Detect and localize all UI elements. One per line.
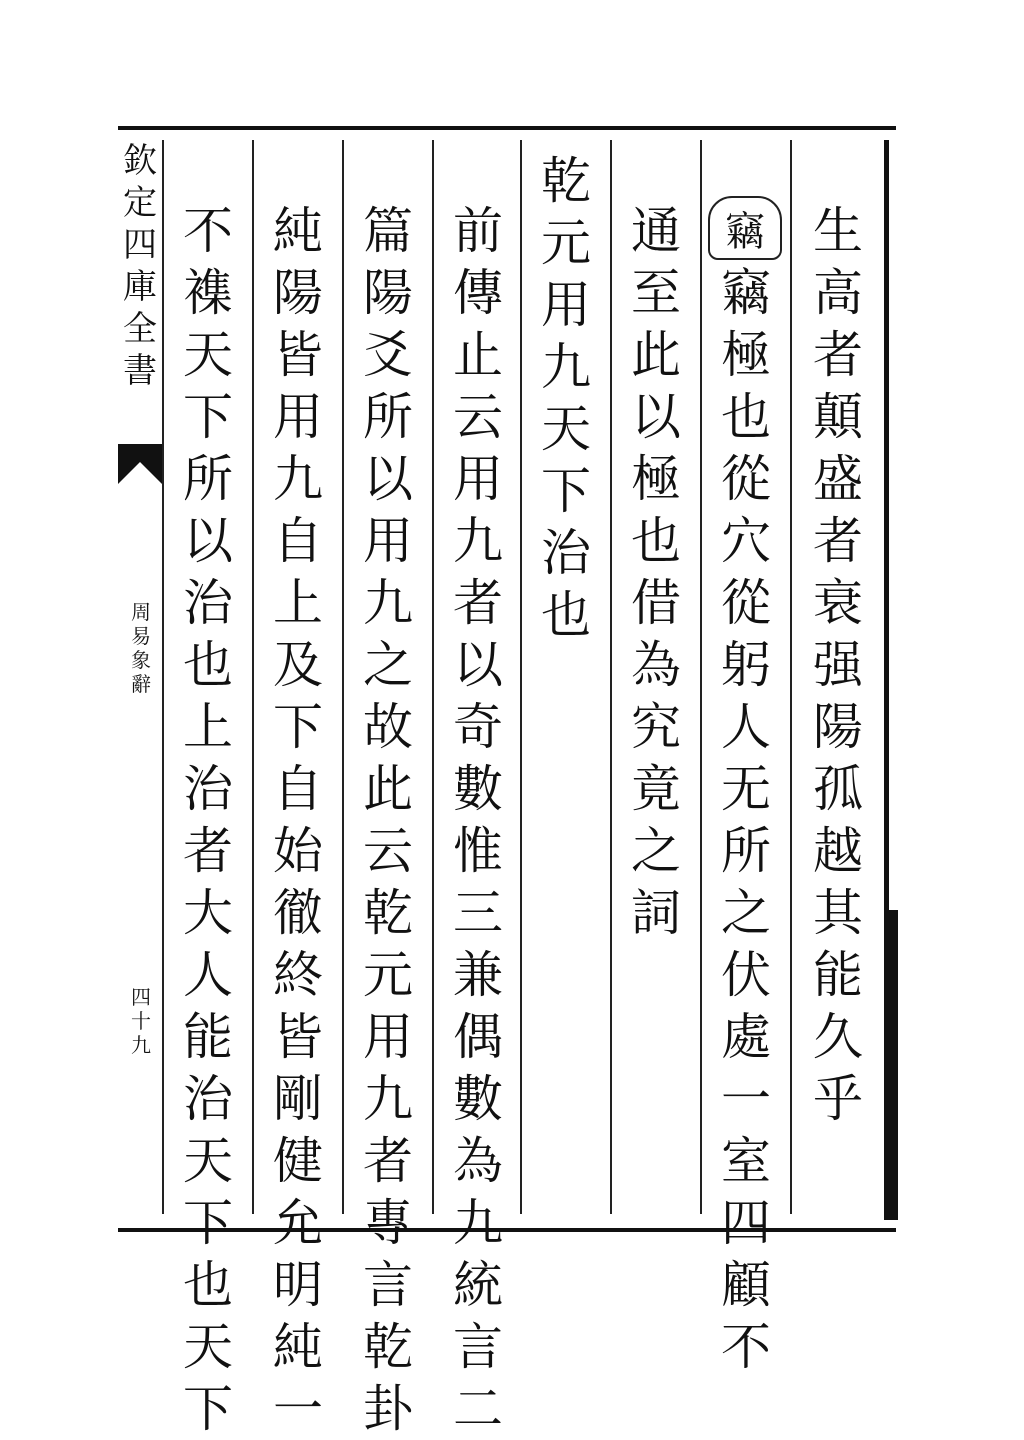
glyph: 穴 <box>721 512 771 570</box>
glyph: 極 <box>721 326 771 384</box>
glyph: 也 <box>183 1256 233 1314</box>
glyph: 越 <box>813 822 863 880</box>
glyph: 之 <box>631 822 681 880</box>
glyph: 其 <box>813 884 863 942</box>
glyph: 也 <box>721 388 771 446</box>
glyph: 所 <box>183 450 233 508</box>
glyph: 故 <box>363 698 413 756</box>
glyph: 所 <box>363 388 413 446</box>
text-column-1 <box>806 200 870 1130</box>
seal-character: 竊 <box>708 196 782 260</box>
glyph: 專 <box>363 1194 413 1252</box>
glyph: 二 <box>453 1380 503 1438</box>
glyph: 周 <box>131 600 151 624</box>
glyph: 從 <box>721 574 771 632</box>
glyph: 治 <box>541 524 591 582</box>
glyph: 借 <box>631 574 681 632</box>
glyph: 始 <box>273 822 323 880</box>
glyph: 用 <box>363 1008 413 1066</box>
glyph: 也 <box>631 512 681 570</box>
rule <box>700 140 702 1214</box>
glyph: 一 <box>721 1070 771 1128</box>
glyph: 四 <box>131 985 151 1009</box>
glyph: 皆 <box>273 326 323 384</box>
glyph: 為 <box>631 636 681 694</box>
glyph: 以 <box>363 450 413 508</box>
glyph: 人 <box>183 946 233 1004</box>
glyph: 不 <box>721 1318 771 1376</box>
glyph: 為 <box>453 1132 503 1190</box>
glyph: 生 <box>813 202 863 260</box>
glyph: 究 <box>631 698 681 756</box>
glyph: 剛 <box>273 1070 323 1128</box>
glyph: 者 <box>453 574 503 632</box>
glyph: 及 <box>273 636 323 694</box>
text-column-2 <box>714 262 778 1378</box>
glyph: 能 <box>183 1008 233 1066</box>
glyph: 用 <box>453 450 503 508</box>
rule <box>520 140 522 1214</box>
glyph: 純 <box>273 1318 323 1376</box>
glyph: 顛 <box>813 388 863 446</box>
glyph: 純 <box>273 202 323 260</box>
glyph: 下 <box>541 462 591 520</box>
rule <box>610 140 612 1214</box>
glyph: 統 <box>453 1256 503 1314</box>
rule <box>790 140 792 1214</box>
glyph: 襍 <box>183 264 233 322</box>
glyph: 止 <box>453 326 503 384</box>
glyph: 治 <box>183 574 233 632</box>
fishtail-mark-icon <box>118 444 162 484</box>
glyph: 伏 <box>721 946 771 1004</box>
section-title <box>128 600 154 696</box>
glyph: 人 <box>721 698 771 756</box>
glyph: 九 <box>273 450 323 508</box>
glyph: 爻 <box>363 326 413 384</box>
glyph: 全 <box>123 309 157 349</box>
glyph: 書 <box>123 351 157 391</box>
glyph: 天 <box>183 326 233 384</box>
glyph: 前 <box>453 202 503 260</box>
glyph: 明 <box>273 1256 323 1314</box>
text-column-8 <box>176 200 240 1440</box>
glyph: 上 <box>183 698 233 756</box>
rule <box>252 140 254 1214</box>
glyph: 九 <box>453 512 503 570</box>
glyph: 者 <box>363 1132 413 1190</box>
glyph: 陽 <box>363 264 413 322</box>
glyph: 顧 <box>721 1256 771 1314</box>
glyph: 之 <box>721 884 771 942</box>
glyph: 極 <box>631 450 681 508</box>
glyph: 无 <box>721 760 771 818</box>
glyph: 竊 <box>721 264 771 322</box>
glyph: 數 <box>453 1070 503 1128</box>
glyph: 下 <box>273 698 323 756</box>
glyph: 從 <box>721 450 771 508</box>
glyph: 下 <box>183 388 233 446</box>
glyph: 此 <box>631 326 681 384</box>
glyph: 定 <box>123 183 157 223</box>
glyph: 辭 <box>131 672 151 696</box>
glyph: 强 <box>813 636 863 694</box>
book-title <box>118 140 162 392</box>
glyph: 者 <box>183 822 233 880</box>
glyph: 者 <box>813 326 863 384</box>
glyph: 兼 <box>453 946 503 1004</box>
glyph: 也 <box>183 636 233 694</box>
page-number <box>128 985 154 1057</box>
glyph: 元 <box>541 214 591 272</box>
glyph: 象 <box>131 648 151 672</box>
glyph: 用 <box>541 276 591 334</box>
rule <box>342 140 344 1214</box>
glyph: 詞 <box>631 884 681 942</box>
glyph: 十 <box>131 1009 151 1033</box>
glyph: 天 <box>183 1132 233 1190</box>
text-column-4 <box>534 150 598 646</box>
glyph: 者 <box>813 512 863 570</box>
glyph: 下 <box>183 1380 233 1438</box>
glyph: 治 <box>183 1070 233 1128</box>
glyph: 竟 <box>631 760 681 818</box>
glyph: 天 <box>183 1318 233 1376</box>
glyph: 室 <box>721 1132 771 1190</box>
rule <box>162 140 164 1214</box>
glyph: 盛 <box>813 450 863 508</box>
glyph: 卦 <box>363 1380 413 1438</box>
edge-bar <box>884 910 898 1220</box>
glyph: 衰 <box>813 574 863 632</box>
glyph: 庫 <box>123 267 157 307</box>
glyph: 篇 <box>363 202 413 260</box>
glyph: 通 <box>631 202 681 260</box>
glyph: 不 <box>183 202 233 260</box>
glyph: 能 <box>813 946 863 1004</box>
glyph: 四 <box>721 1194 771 1252</box>
glyph: 高 <box>813 264 863 322</box>
glyph: 至 <box>631 264 681 322</box>
rule <box>432 140 434 1214</box>
text-column-3 <box>624 200 688 944</box>
glyph: 九 <box>453 1194 503 1252</box>
glyph: 大 <box>183 884 233 942</box>
glyph: 陽 <box>273 264 323 322</box>
glyph: 言 <box>453 1318 503 1376</box>
glyph: 乾 <box>541 152 591 210</box>
glyph: 云 <box>363 822 413 880</box>
glyph: 惟 <box>453 822 503 880</box>
glyph: 也 <box>541 586 591 644</box>
glyph: 偶 <box>453 1008 503 1066</box>
glyph: 乾 <box>363 1318 413 1376</box>
glyph: 奇 <box>453 698 503 756</box>
glyph: 乎 <box>813 1070 863 1128</box>
glyph: 徹 <box>273 884 323 942</box>
text-column-6 <box>356 200 420 1440</box>
glyph: 治 <box>183 760 233 818</box>
glyph: 所 <box>721 822 771 880</box>
glyph: 三 <box>453 884 503 942</box>
glyph: 允 <box>273 1194 323 1252</box>
glyph: 元 <box>363 946 413 1004</box>
glyph: 以 <box>453 636 503 694</box>
text-column-5 <box>446 200 510 1440</box>
glyph: 言 <box>363 1256 413 1314</box>
glyph: 傳 <box>453 264 503 322</box>
glyph: 以 <box>631 388 681 446</box>
glyph: 久 <box>813 1008 863 1066</box>
glyph: 九 <box>363 574 413 632</box>
glyph: 云 <box>453 388 503 446</box>
glyph: 天 <box>541 400 591 458</box>
glyph: 之 <box>363 636 413 694</box>
glyph: 四 <box>123 225 157 265</box>
glyph: 自 <box>273 512 323 570</box>
glyph: 終 <box>273 946 323 1004</box>
glyph: 用 <box>363 512 413 570</box>
glyph: 下 <box>183 1194 233 1252</box>
glyph: 陽 <box>813 698 863 756</box>
glyph: 數 <box>453 760 503 818</box>
glyph: 以 <box>183 512 233 570</box>
text-column-7 <box>266 200 330 1440</box>
glyph: 九 <box>363 1070 413 1128</box>
glyph: 處 <box>721 1008 771 1066</box>
glyph: 用 <box>273 388 323 446</box>
glyph: 孤 <box>813 760 863 818</box>
glyph: 躬 <box>721 636 771 694</box>
glyph: 上 <box>273 574 323 632</box>
glyph: 自 <box>273 760 323 818</box>
glyph: 此 <box>363 760 413 818</box>
glyph: 健 <box>273 1132 323 1190</box>
glyph: 易 <box>131 624 151 648</box>
glyph: 九 <box>131 1033 151 1057</box>
glyph: 欽 <box>123 141 157 181</box>
glyph: 九 <box>541 338 591 396</box>
glyph: 乾 <box>363 884 413 942</box>
glyph: 一 <box>273 1380 323 1438</box>
glyph: 皆 <box>273 1008 323 1066</box>
